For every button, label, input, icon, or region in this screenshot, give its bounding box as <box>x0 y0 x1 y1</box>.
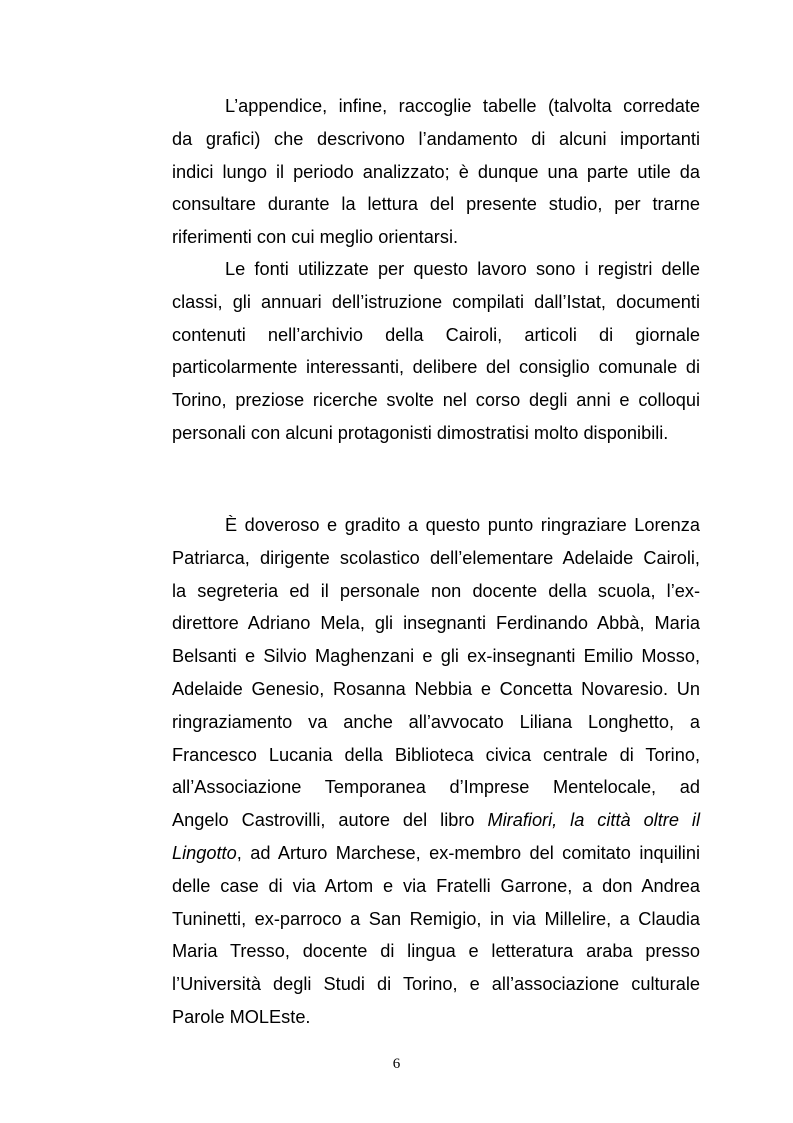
book-title-part-2: Lingotto <box>172 842 237 863</box>
text-line: riferimenti con cui meglio orientarsi. <box>172 227 459 248</box>
page-number: 6 <box>392 1056 401 1072</box>
text-line: personali con alcuni protagonisti dimostratisi molto disponibili. <box>172 422 669 443</box>
text-line: Adelaide Genesio, Rosanna Nebbia e Concetta Novaresio. Un <box>172 678 700 699</box>
paragraph-acknowledgements <box>172 509 700 1034</box>
text-segment: Angelo Castrovilli, autore del libro <box>172 810 475 831</box>
text-line: contenuti nell’archivio della Cairoli, articoli di giornale <box>172 324 700 345</box>
text-line-with-book-title <box>172 837 700 870</box>
book-title-part-1: Mirafiori, la città oltre il <box>487 810 700 831</box>
text-line: Parole MOLEste. <box>172 1006 311 1027</box>
text-line: consultare durante la lettura del presente studio, per trarne <box>172 194 700 215</box>
text-line: Francesco Lucania della Biblioteca civica centrale di Torino, <box>172 744 700 765</box>
text-line: Maria Tresso, docente di lingua e letteratura araba presso <box>172 941 700 962</box>
text-line: Tuninetti, ex-parroco a San Remigio, in via Millelire, a Claudia <box>172 908 700 929</box>
text-line: È doveroso e gradito a questo punto ringraziare Lorenza <box>225 515 700 535</box>
paragraph-appendix <box>172 90 700 254</box>
paragraph-sources <box>172 253 700 450</box>
text-line-with-book-title <box>172 804 700 837</box>
text-line: delle case di via Artom e via Fratelli Garrone, a don Andrea <box>172 875 700 896</box>
text-line: all’Associazione Temporanea d’Imprese Mentelocale, ad <box>172 777 700 798</box>
text-line: l’Università degli Studi di Torino, e all’associazione culturale <box>172 974 700 995</box>
text-line: classi, gli annuari dell’istruzione compilati dall’Istat, documenti <box>172 291 700 312</box>
text-line: ringraziamento va anche all’avvocato Liliana Longhetto, a <box>172 711 700 732</box>
text-line: da grafici) che descrivono l’andamento di alcuni importanti <box>172 128 700 149</box>
text-line: indici lungo il periodo analizzato; è dunque una parte utile da <box>172 161 700 182</box>
text-line: Le fonti utilizzate per questo lavoro sono i registri delle <box>225 259 700 279</box>
text-line: Patriarca, dirigente scolastico dell’elementare Adelaide Cairoli, <box>172 547 700 568</box>
text-line: L’appendice, infine, raccoglie tabelle (talvolta corredate <box>225 96 700 116</box>
text-line: particolarmente interessanti, delibere del consiglio comunale di <box>172 357 700 378</box>
text-line: Torino, preziose ricerche svolte nel corso degli anni e colloqui <box>172 390 700 411</box>
text-line: la segreteria ed il personale non docente della scuola, l’ex- <box>172 580 700 601</box>
text-line: direttore Adriano Mela, gli insegnanti Ferdinando Abbà, Maria <box>172 613 700 634</box>
text-segment: , ad Arturo Marchese, ex-membro del comitato inquilini <box>236 842 700 863</box>
text-line: Belsanti e Silvio Maghenzani e gli ex-insegnanti Emilio Mosso, <box>172 646 700 667</box>
